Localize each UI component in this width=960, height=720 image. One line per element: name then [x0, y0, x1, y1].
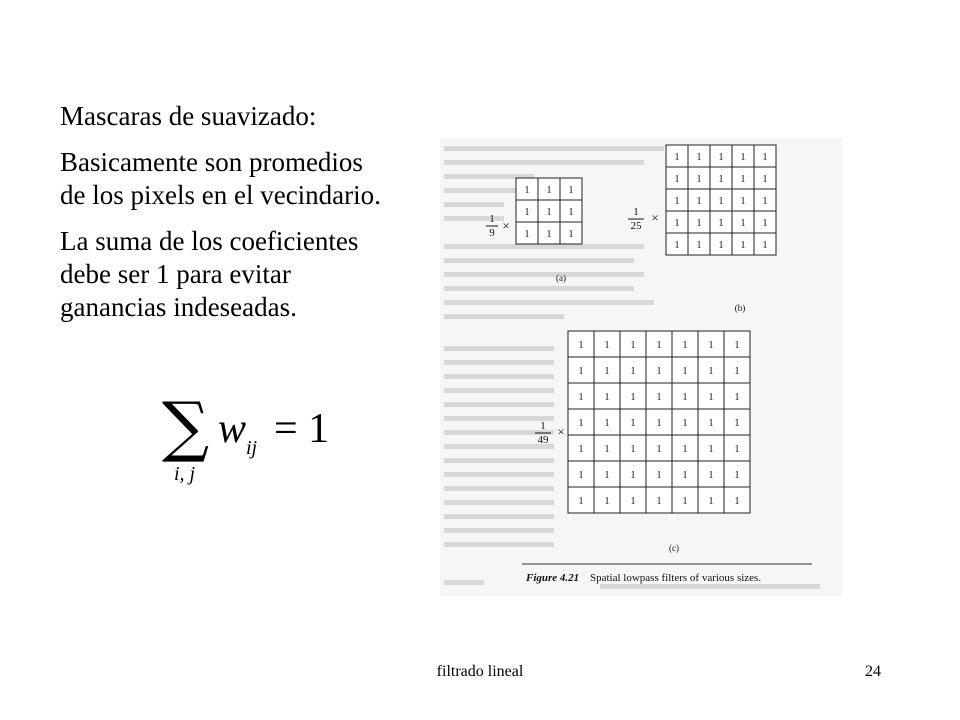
- mask-cell-value: 1: [740, 152, 746, 163]
- heading-text: Mascaras de suavizado:: [60, 101, 317, 131]
- mask-cell-value: 1: [740, 240, 746, 251]
- mask-cell-value: 1: [708, 418, 714, 429]
- mask-cell-value: 1: [674, 174, 680, 185]
- mask-cell-value: 1: [568, 229, 574, 240]
- mask-cell-value: 1: [682, 392, 688, 403]
- mask-c-panel-label: (c): [669, 543, 679, 553]
- mask-cell-value: 1: [568, 185, 574, 196]
- footer-title: filtrado lineal: [436, 663, 524, 680]
- mask-cell-value: 1: [604, 496, 610, 507]
- mask-cell-value: 1: [604, 418, 610, 429]
- mask-c-times: ×: [557, 424, 565, 439]
- mask-cell-value: 1: [708, 392, 714, 403]
- mask-cell-value: 1: [718, 218, 724, 229]
- mask-cell-value: 1: [682, 470, 688, 481]
- mask-cell-value: 1: [682, 418, 688, 429]
- mask-cell-value: 1: [630, 470, 636, 481]
- figure-caption-label: Figure 4.21: [526, 572, 580, 584]
- mask-cell-value: 1: [524, 185, 530, 196]
- mask-b-grid: [666, 145, 776, 255]
- paragraph-sum-one-line2: debe ser 1 para evitar: [60, 259, 291, 289]
- mask-cell-value: 1: [604, 444, 610, 455]
- mask-cell-value: 1: [656, 366, 662, 377]
- mask-b-panel-label: (b): [734, 303, 746, 313]
- mask-cell-value: 1: [546, 229, 552, 240]
- mask-b-factor-numerator: 1: [633, 206, 639, 218]
- mask-cell-value: 1: [682, 444, 688, 455]
- mask-cell-value: 1: [734, 470, 740, 481]
- mask-cell-value: 1: [718, 152, 724, 163]
- mask-cell-value: 1: [734, 340, 740, 351]
- mask-cell-value: 1: [656, 340, 662, 351]
- mask-cell-value: 1: [630, 418, 636, 429]
- mask-cell-value: 1: [762, 218, 768, 229]
- mask-cell-value: 1: [718, 174, 724, 185]
- formula-variable: w: [218, 406, 247, 452]
- mask-cell-value: 1: [674, 196, 680, 207]
- mask-b-times: ×: [651, 210, 659, 225]
- mask-cell-value: 1: [578, 470, 584, 481]
- mask-cell-value: 1: [734, 418, 740, 429]
- figure-caption-text: Spatial lowpass filters of various sizes.: [590, 572, 762, 584]
- mask-a-panel-label: (a): [556, 273, 566, 283]
- mask-cell-value: 1: [696, 240, 702, 251]
- heading: [60, 100, 440, 133]
- mask-cell-value: 1: [604, 470, 610, 481]
- mask-cell-value: 1: [740, 174, 746, 185]
- mask-cell-value: 1: [762, 196, 768, 207]
- mask-a-times: ×: [502, 218, 510, 233]
- mask-a-factor-numerator: 1: [489, 213, 495, 225]
- mask-cell-value: 1: [696, 152, 702, 163]
- mask-cell-value: 1: [674, 218, 680, 229]
- mask-cell-value: 1: [708, 496, 714, 507]
- mask-cell-value: 1: [708, 444, 714, 455]
- mask-cell-value: 1: [578, 444, 584, 455]
- mask-cell-value: 1: [630, 340, 636, 351]
- mask-cell-value: 1: [578, 392, 584, 403]
- paragraph-averages-line1: Basicamente son promedios: [60, 147, 363, 177]
- mask-cell-value: 1: [604, 392, 610, 403]
- mask-cell-value: 1: [762, 240, 768, 251]
- mask-cell-value: 1: [578, 340, 584, 351]
- mask-cell-value: 1: [682, 366, 688, 377]
- mask-cell-value: 1: [604, 340, 610, 351]
- mask-cell-value: 1: [656, 392, 662, 403]
- paragraph-averages: [60, 146, 440, 212]
- mask-a-factor-denominator: 9: [489, 227, 495, 239]
- mask-cell-value: 1: [524, 229, 530, 240]
- mask-cell-value: 1: [630, 392, 636, 403]
- mask-cell-value: 1: [708, 340, 714, 351]
- paragraph-averages-line2: de los pixels en el vecindario.: [60, 180, 381, 210]
- mask-cell-value: 1: [762, 174, 768, 185]
- mask-cell-value: 1: [734, 392, 740, 403]
- mask-c-factor-numerator: 1: [540, 420, 546, 432]
- formula-equals-one: = 1: [274, 406, 330, 452]
- mask-cell-value: 1: [656, 470, 662, 481]
- mask-b-factor-denominator: 25: [630, 220, 642, 232]
- sum-formula: [160, 392, 340, 492]
- formula-subscript: ij: [246, 437, 258, 459]
- mask-cell-value: 1: [682, 496, 688, 507]
- mask-cell-value: 1: [578, 366, 584, 377]
- mask-cell-value: 1: [696, 174, 702, 185]
- mask-cell-value: 1: [734, 366, 740, 377]
- mask-cell-value: 1: [708, 366, 714, 377]
- mask-cell-value: 1: [656, 444, 662, 455]
- lowpass-masks: [440, 138, 842, 596]
- mask-cell-value: 1: [604, 366, 610, 377]
- mask-cell-value: 1: [734, 444, 740, 455]
- mask-cell-value: 1: [740, 218, 746, 229]
- mask-cell-value: 1: [630, 366, 636, 377]
- page-number: 24: [865, 663, 881, 680]
- mask-cell-value: 1: [682, 340, 688, 351]
- mask-cell-value: 1: [718, 240, 724, 251]
- slide-text: [60, 100, 440, 337]
- mask-cell-value: 1: [578, 418, 584, 429]
- mask-cell-value: 1: [734, 496, 740, 507]
- mask-c-grid: [568, 331, 750, 513]
- mask-cell-value: 1: [546, 185, 552, 196]
- mask-cell-value: 1: [762, 152, 768, 163]
- mask-cell-value: 1: [740, 196, 746, 207]
- mask-cell-value: 1: [630, 444, 636, 455]
- sum-symbol: ∑: [162, 392, 210, 465]
- mask-cell-value: 1: [578, 496, 584, 507]
- mask-cell-value: 1: [718, 196, 724, 207]
- mask-cell-value: 1: [696, 218, 702, 229]
- paragraph-sum-one-line1: La suma de los coeficientes: [60, 226, 359, 256]
- paragraph-sum-one: [60, 225, 440, 324]
- mask-cell-value: 1: [524, 207, 530, 218]
- paragraph-sum-one-line3: ganancias indeseadas.: [60, 292, 297, 322]
- mask-cell-value: 1: [674, 152, 680, 163]
- mask-cell-value: 1: [656, 496, 662, 507]
- mask-cell-value: 1: [656, 418, 662, 429]
- formula-lower-index: i, j: [174, 463, 196, 485]
- mask-cell-value: 1: [708, 470, 714, 481]
- mask-cell-value: 1: [674, 240, 680, 251]
- mask-cell-value: 1: [568, 207, 574, 218]
- mask-cell-value: 1: [630, 496, 636, 507]
- mask-c-factor-denominator: 49: [537, 434, 549, 446]
- mask-cell-value: 1: [696, 196, 702, 207]
- mask-cell-value: 1: [546, 207, 552, 218]
- scanned-figure: [440, 138, 842, 596]
- mask-a-grid: [516, 178, 582, 244]
